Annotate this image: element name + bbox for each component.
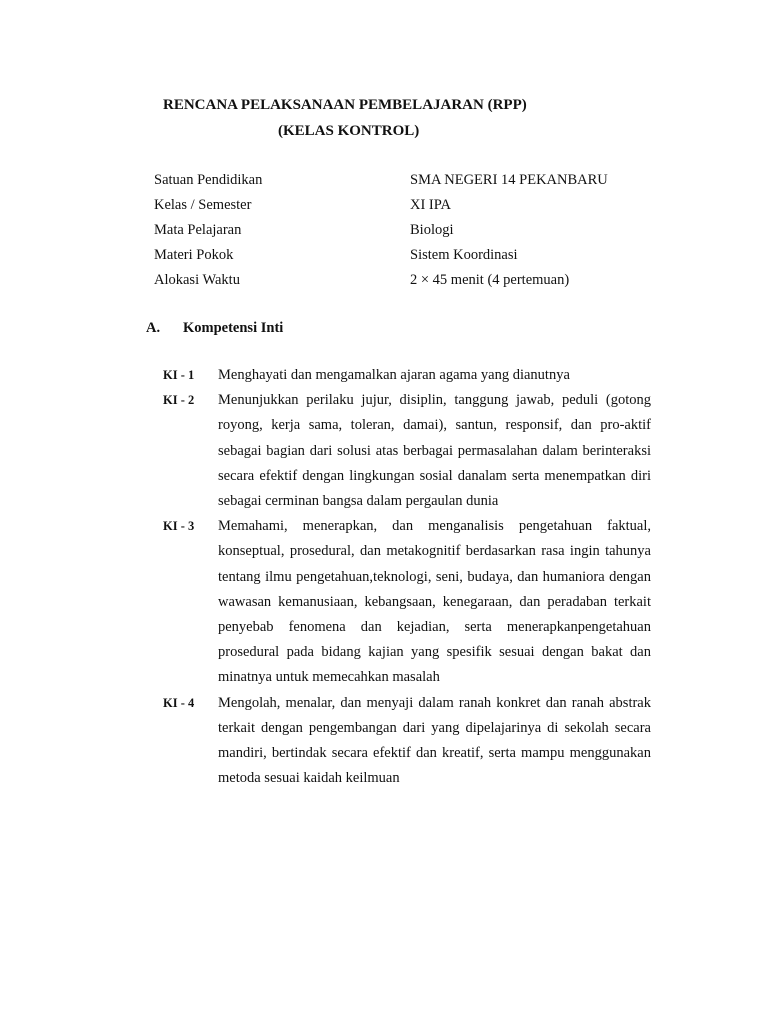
identity-row (154, 218, 654, 243)
document-subtitle: (KELAS KONTROL) (278, 123, 420, 139)
section-letter: A. (146, 320, 161, 336)
document-title: RENCANA PELAKSANAAN PEMBELAJARAN (RPP) (163, 97, 527, 113)
ki-text: Menunjukkan perilaku jujur, disiplin, tanggung jawab, peduli (gotong royong, kerja sama, toleran, damai), santun, responsif, dan pro-aktif sebagai bagian dari solusi atas berbagai permasalahan dalam berinteraksi secara efektif dengan lingkungan sosial danalam serta menempatkan diri sebagai cerminan bangsa dalam pergaulan dunia (218, 392, 651, 510)
identity-value: 2 × 45 menit (4 pertemuan) (410, 272, 570, 288)
ki-code: KI - 1 (163, 368, 195, 382)
ki-text: Memahami, menerapkan, dan menganalisis pengetahuan faktual, konseptual, prosedural, dan metakognitif berdasarkan rasa ingin tahunya tentang ilmu pengetahuan,teknologi, seni, budaya, dan humaniora dengan wawasan kemanusiaan, kebangsaan, kenegaraan, dan peradaban terkait penyebab fenomena dan kejadian, serta menerapkanpengetahuan prosedural pada bidang kajian yang spesifik sesuai dengan bakat dan minatnya untuk memecahkan masalah (218, 518, 651, 686)
identity-label: Satuan Pendidikan (154, 172, 263, 188)
ki-list (163, 363, 651, 791)
ki-item (163, 363, 651, 388)
identity-value: Biologi (410, 222, 454, 238)
ki-item (163, 388, 651, 514)
identity-value: Sistem Koordinasi (410, 247, 518, 263)
section-title: Kompetensi Inti (183, 320, 284, 336)
identity-label: Alokasi Waktu (154, 272, 240, 288)
ki-text: Mengolah, menalar, dan menyaji dalam ranah konkret dan ranah abstrak terkait dengan pengembangan dari yang dipelajarinya di sekolah secara mandiri, bertindak secara efektif dan kreatif, serta mampu menggunakan metoda sesuai kaidah keilmuan (218, 694, 651, 787)
ki-code: KI - 3 (163, 519, 195, 534)
ki-code: KI - 4 (163, 695, 195, 710)
ki-item (163, 691, 651, 792)
section-heading (146, 320, 283, 337)
identity-row (154, 243, 654, 268)
identity-row (154, 168, 654, 193)
identity-label: Kelas / Semester (154, 197, 252, 213)
identity-label: Mata Pelajaran (154, 222, 242, 238)
identity-table (154, 168, 654, 293)
identity-label: Materi Pokok (154, 247, 234, 263)
identity-value: XI IPA (410, 197, 451, 213)
ki-code: KI - 2 (163, 393, 195, 408)
ki-item (163, 514, 651, 690)
identity-row (154, 268, 654, 293)
identity-row (154, 193, 654, 218)
ki-text: Menghayati dan mengamalkan ajaran agama yang dianutnya (218, 367, 570, 383)
identity-value: SMA NEGERI 14 PEKANBARU (410, 172, 608, 188)
